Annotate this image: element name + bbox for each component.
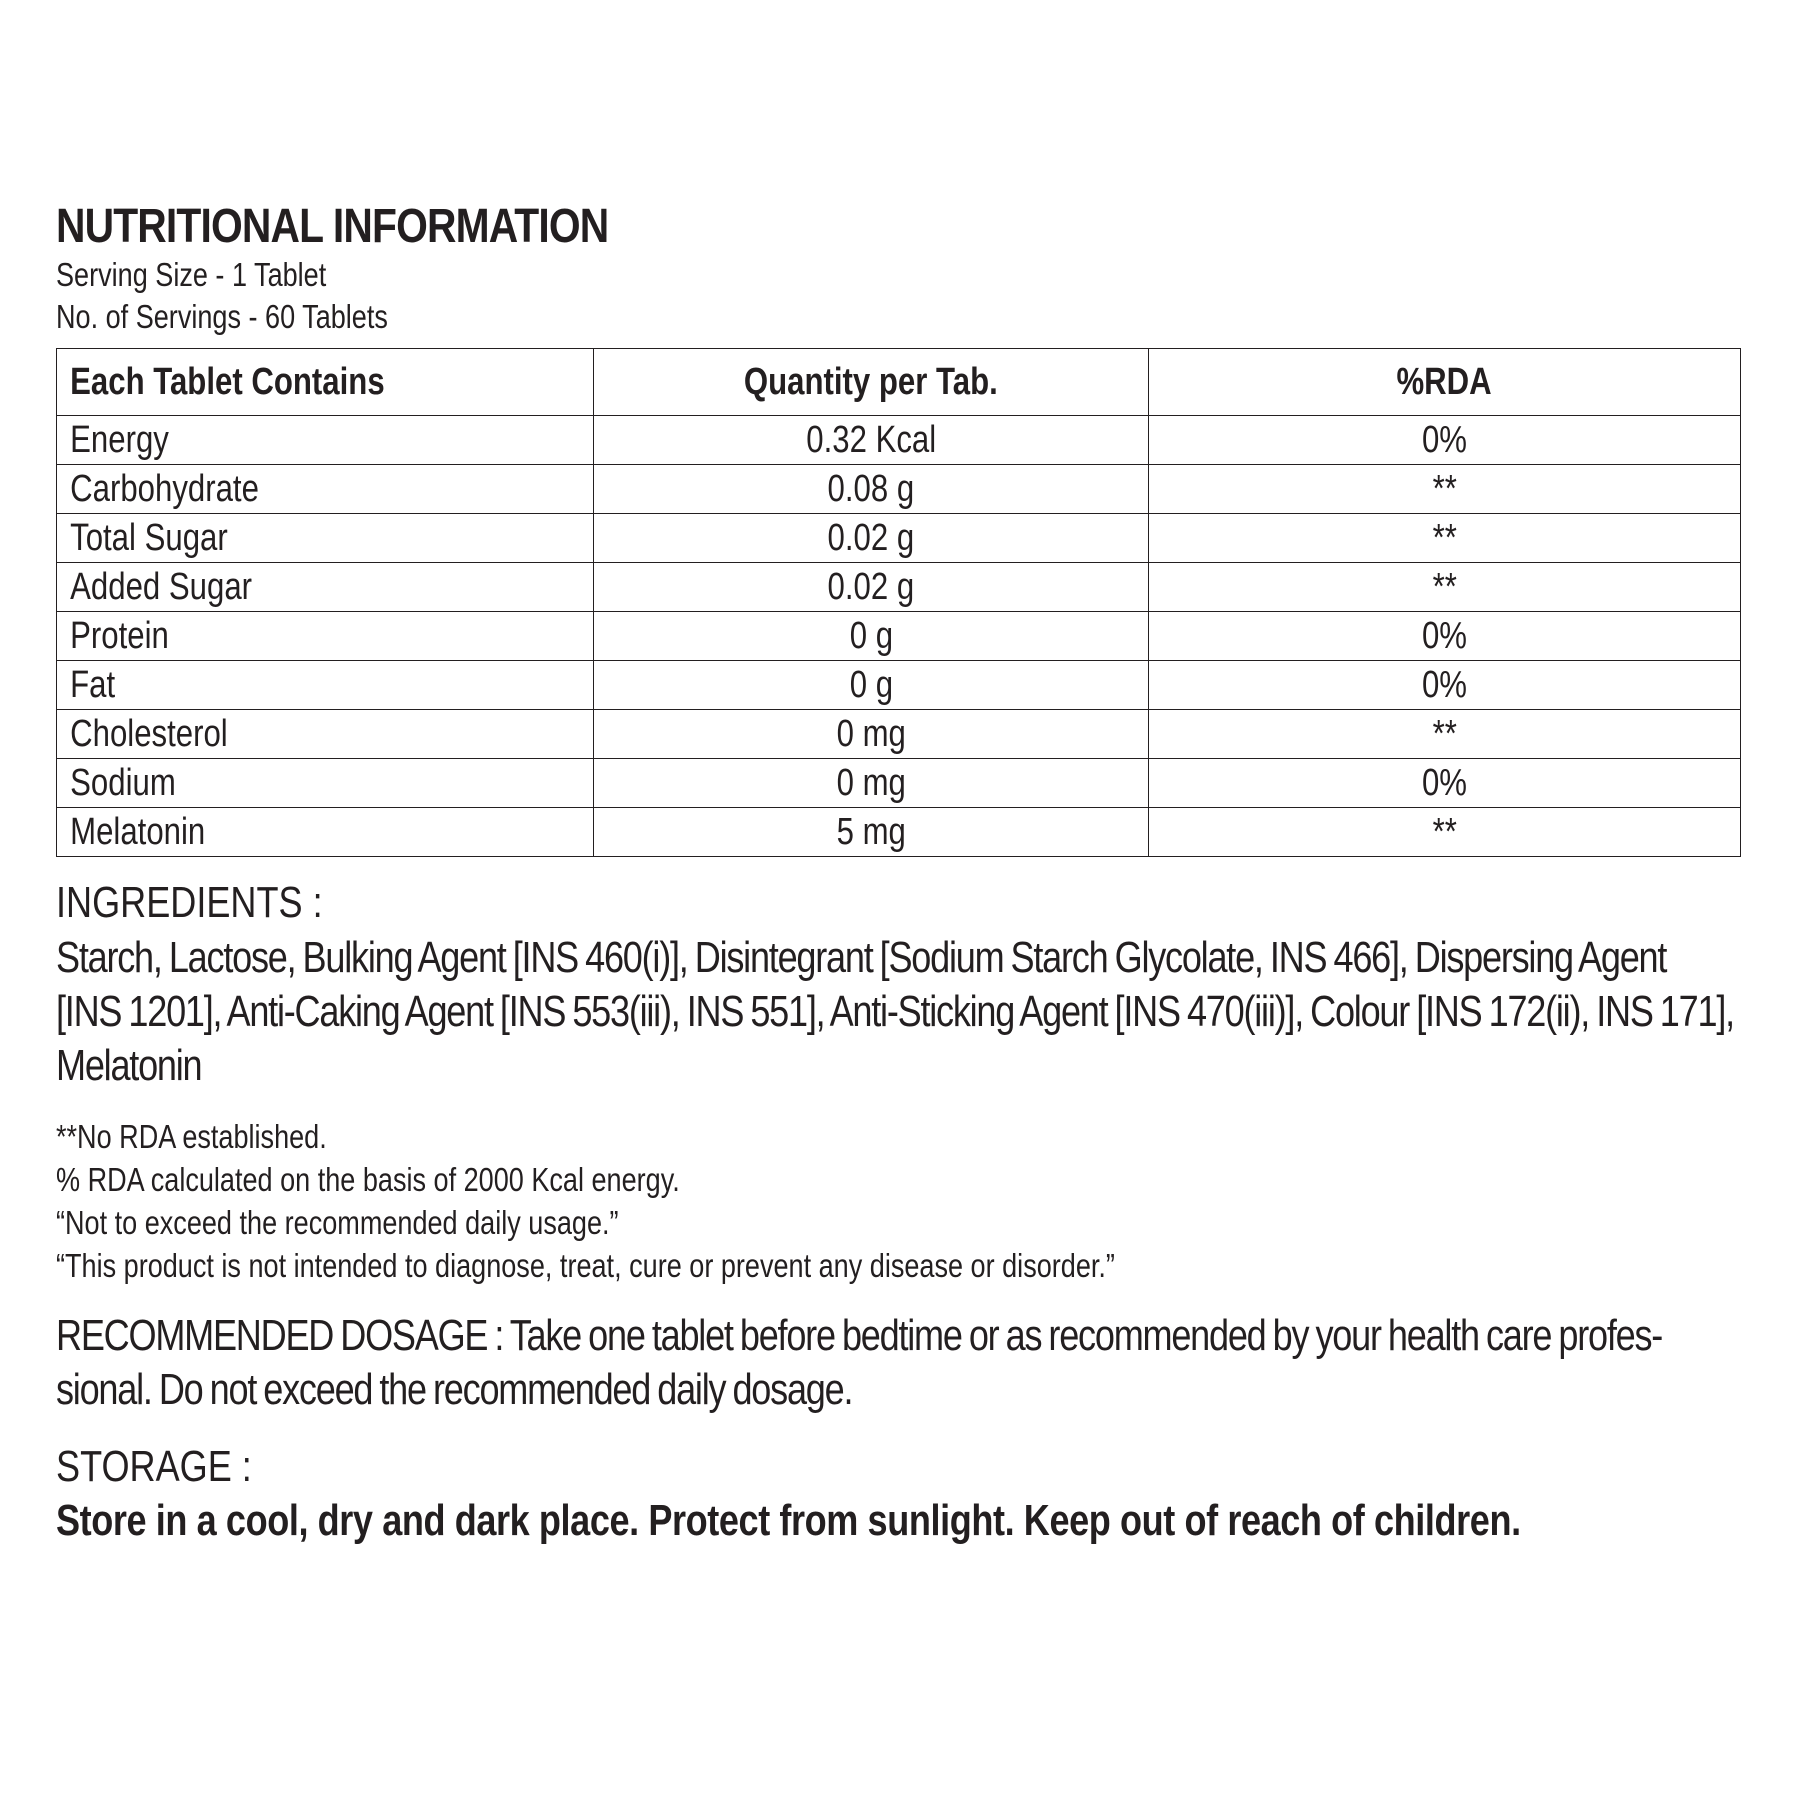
nutrient-name: Cholesterol: [57, 710, 594, 759]
nutrient-quantity: 0.02 g: [594, 563, 1149, 612]
nutrient-name: Sodium: [57, 759, 594, 808]
table-row: [57, 759, 1741, 808]
storage-heading: STORAGE :: [56, 1442, 252, 1491]
nutrient-rda: **: [1149, 465, 1741, 514]
nutrition-label: [56, 200, 1740, 1549]
column-header-rda: %RDA: [1149, 349, 1741, 416]
nutrient-rda: **: [1149, 514, 1741, 563]
table-row: [57, 710, 1741, 759]
table-row: [57, 661, 1741, 710]
nutrient-name: Energy: [57, 416, 594, 465]
nutrient-quantity: 0 g: [594, 612, 1149, 661]
nutrient-quantity: 0 mg: [594, 759, 1149, 808]
nutrient-rda: **: [1149, 808, 1741, 857]
storage-section: [56, 1441, 1740, 1549]
storage-text: Store in a cool, dry and dark place. Protect from sunlight. Keep out of reach of children.: [56, 1496, 1521, 1545]
nutrition-table: [56, 348, 1741, 857]
nutrient-rda: 0%: [1149, 612, 1741, 661]
note-line: “This product is not intended to diagnose, treat, cure or prevent any disease or disorder.”: [56, 1247, 1115, 1284]
column-header-quantity: Quantity per Tab.: [594, 349, 1149, 416]
nutrient-name: Carbohydrate: [57, 465, 594, 514]
column-header-nutrient: Each Tablet Contains: [57, 349, 594, 416]
nutrient-rda: 0%: [1149, 759, 1741, 808]
nutrient-name: Protein: [57, 612, 594, 661]
nutrient-name: Fat: [57, 661, 594, 710]
ingredients-text: Starch, Lactose, Bulking Agent [INS 460(i)], Disintegrant [Sodium Starch Glycolate, INS 466], Dispersing Agent [INS 1201], Anti-Caking Agent [INS 553(iii), INS 551], Anti-Sticking Agent [INS 470(iii)], Colour [INS 172(ii), INS 171], Melatonin: [56, 933, 1734, 1090]
nutrient-quantity: 5 mg: [594, 808, 1149, 857]
disclaimer-notes: [56, 1115, 1740, 1287]
nutrient-quantity: 0.08 g: [594, 465, 1149, 514]
note-line: % RDA calculated on the basis of 2000 Kcal energy.: [56, 1161, 680, 1198]
nutrient-rda: **: [1149, 710, 1741, 759]
ingredients-section: [56, 877, 1740, 1093]
number-of-servings: No. of Servings - 60 Tablets: [56, 298, 388, 335]
table-row: [57, 514, 1741, 563]
nutrient-quantity: 0.02 g: [594, 514, 1149, 563]
table-row: [57, 563, 1741, 612]
table-header-row: [57, 349, 1741, 416]
nutrient-rda: 0%: [1149, 661, 1741, 710]
dosage-heading: RECOMMENDED DOSAGE :: [56, 1311, 504, 1360]
nutrient-quantity: 0.32 Kcal: [594, 416, 1149, 465]
table-row: [57, 416, 1741, 465]
nutrient-name: Melatonin: [57, 808, 594, 857]
table-row: [57, 808, 1741, 857]
page-title: NUTRITIONAL INFORMATION: [56, 200, 609, 253]
note-line: **No RDA established.: [56, 1118, 327, 1155]
nutrient-quantity: 0 g: [594, 661, 1149, 710]
table-row: [57, 465, 1741, 514]
table-row: [57, 612, 1741, 661]
dosage-text: Take one tablet before bedtime or as recommended by your health care profes-sional. Do not exceed the recommended daily dosage.: [56, 1311, 1663, 1414]
nutrient-name: Added Sugar: [57, 563, 594, 612]
ingredients-heading: INGREDIENTS :: [56, 878, 323, 927]
serving-size: Serving Size - 1 Tablet: [56, 256, 327, 293]
nutrient-rda: 0%: [1149, 416, 1741, 465]
dosage-section: [56, 1309, 1745, 1417]
nutrient-quantity: 0 mg: [594, 710, 1149, 759]
nutrient-name: Total Sugar: [57, 514, 594, 563]
nutrient-rda: **: [1149, 563, 1741, 612]
note-line: “Not to exceed the recommended daily usage.”: [56, 1204, 619, 1241]
